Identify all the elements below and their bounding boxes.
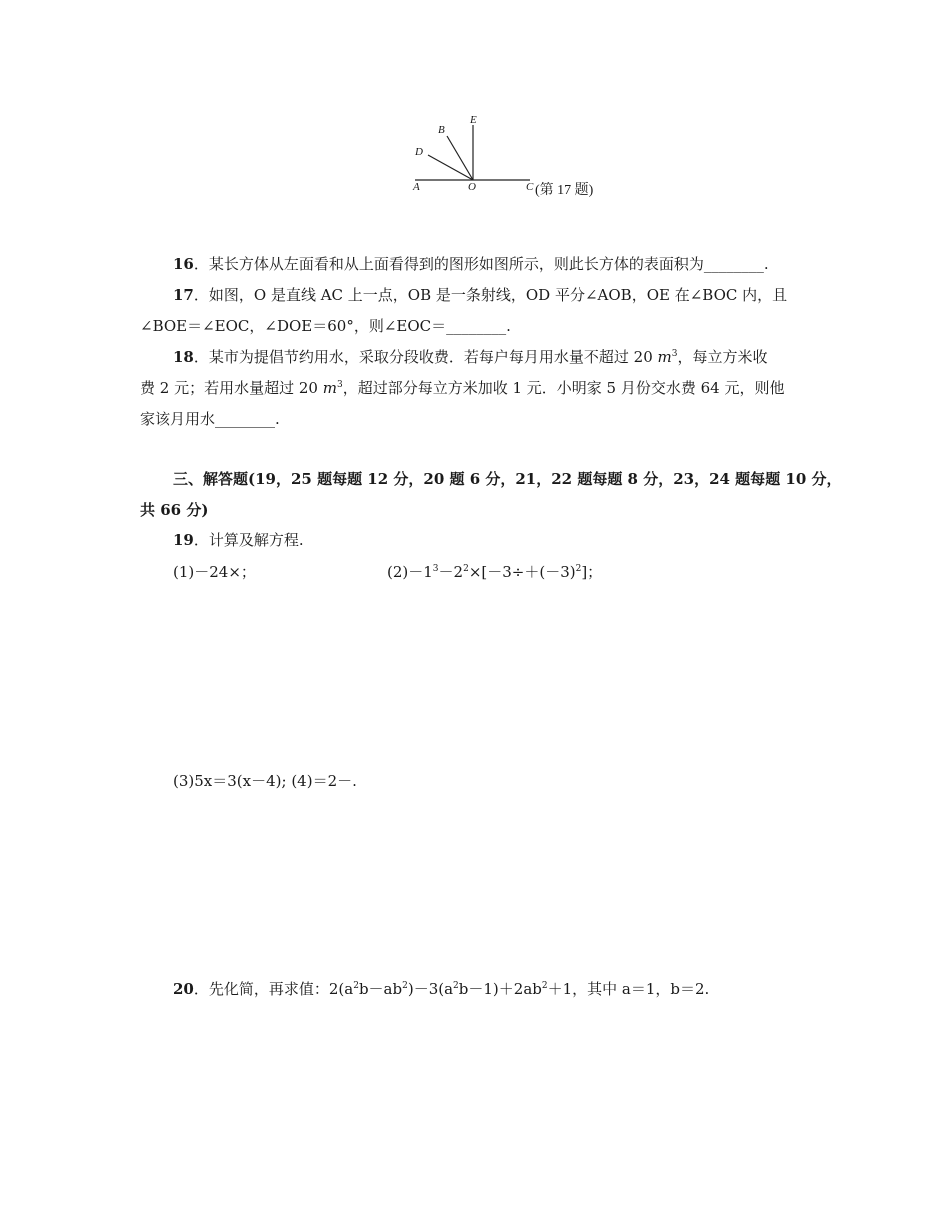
question-17-line1 <box>173 285 787 305</box>
question-19-part1: (1)－24×； <box>173 563 256 581</box>
section-3-heading-line1: 三、解答题(19，25 题每题 12 分，20 题 6 分，21，22 题每题 8 分，23，24 题每题 10 分， <box>173 470 842 488</box>
question-17-line2: ∠BOE＝∠EOC，∠DOE＝60°，则∠EOC＝________. <box>140 317 511 335</box>
exponent: 2 <box>541 981 548 991</box>
point-label-o: O <box>468 181 476 193</box>
exponent: 3 <box>336 380 343 390</box>
question-number: 20 <box>173 980 194 998</box>
exponent: 3 <box>432 564 439 574</box>
question-18-line3: 家该月用水________. <box>140 410 280 428</box>
figure-caption: (第 17 题) <box>535 183 594 198</box>
exponent: 2 <box>453 981 459 991</box>
question-number: 17 <box>173 286 194 304</box>
question-text: ．如图，O 是直线 AC 上一点，OB 是一条射线，OD 平分∠AOB，OE 在∠BOC 内，且 <box>193 286 788 304</box>
question-16 <box>173 254 769 274</box>
expr-text: －2 <box>438 563 464 581</box>
question-text: ．计算及解方程. <box>193 531 304 549</box>
expr-text: b－ab <box>358 980 403 998</box>
question-text: ．某长方体从左面看和从上面看得到的图形如图所示，则此长方体的表面积为________. <box>193 255 769 273</box>
question-number: 16 <box>173 255 194 273</box>
expr-text: ]； <box>581 563 603 581</box>
point-label-c: C <box>526 181 534 193</box>
question-18-line2 <box>140 378 784 398</box>
exponent: 2 <box>353 981 359 991</box>
point-label-b: B <box>438 124 445 136</box>
expr-text: ×[－3÷＋(－3) <box>468 563 576 581</box>
expr-text: b－1)＋2ab <box>458 980 542 998</box>
exponent: 2 <box>402 981 408 991</box>
expr-text: ＋1，其中 a＝1，b＝2. <box>547 980 710 998</box>
point-label-a: A <box>413 181 420 193</box>
question-19-part3-4: (3)5x＝3(x－4); (4)＝2－. <box>173 772 357 790</box>
question-text: 费 2 元；若用水量超过 20 <box>140 379 323 397</box>
exponent: 2 <box>463 564 469 574</box>
unit-m: m <box>657 348 672 366</box>
expr-text: (2)－1 <box>387 563 433 581</box>
section-3-heading-line2: 共 66 分) <box>140 501 209 519</box>
question-text: ，超过部分每立方米加收 1 元．小明家 5 月份交水费 64 元，则他 <box>342 379 785 397</box>
question-number: 19 <box>173 531 194 549</box>
unit-m: m <box>322 379 337 397</box>
expr-text: )－3(a <box>407 980 454 998</box>
exponent: 2 <box>575 564 582 574</box>
question-number: 18 <box>173 348 194 366</box>
question-20 <box>173 979 709 999</box>
question-19-part2 <box>387 562 602 582</box>
question-19-title <box>173 530 304 550</box>
question-text: ．某市为提倡节约用水，采取分段收费．若每户每月用水量不超过 20 <box>193 348 658 366</box>
point-label-d: D <box>415 146 423 158</box>
question-text: ，每立方米收 <box>677 348 768 366</box>
question-18-line1 <box>173 347 768 367</box>
expr-text: ．先化简，再求值：2(a <box>193 980 354 998</box>
angle-figure <box>405 110 615 202</box>
point-label-e: E <box>470 114 477 126</box>
exponent: 3 <box>671 349 678 359</box>
